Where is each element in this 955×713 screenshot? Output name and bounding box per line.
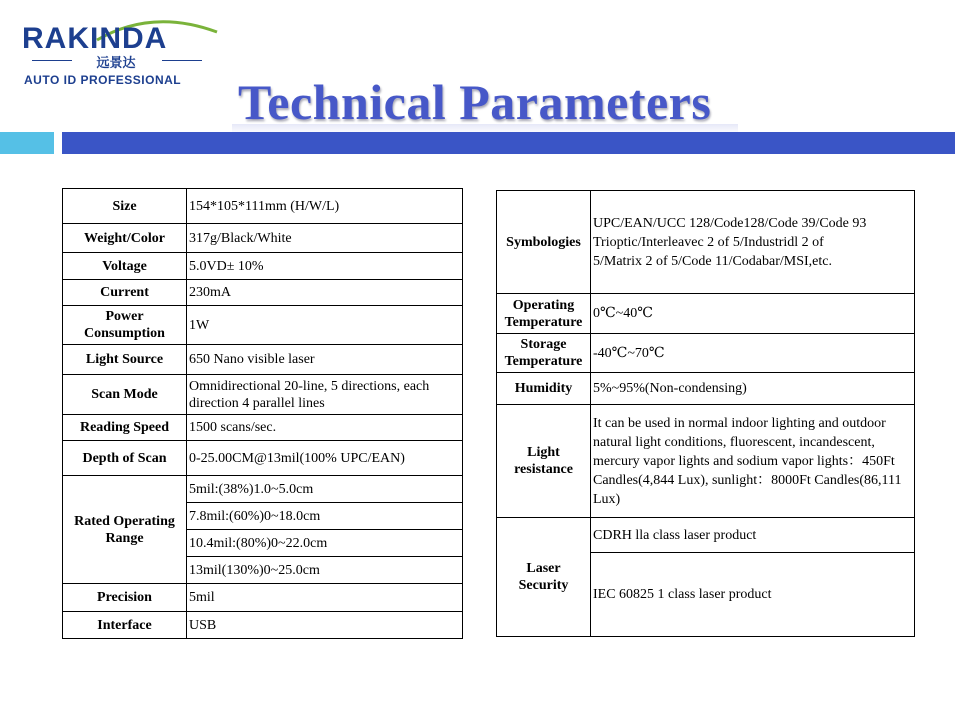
spec-label: Power Consumption [63,306,187,345]
spec-label: Weight/Color [63,224,187,253]
spec-label: Size [63,189,187,224]
spec-label: Depth of Scan [63,441,187,476]
logo-divider-right [162,60,202,61]
spec-table-right [496,190,915,637]
spec-value: Omnidirectional 20-line, 5 directions, each direction 4 parallel lines [187,375,463,415]
spec-value: 5.0VD± 10% [187,253,463,280]
spec-value: -40℃~70℃ [591,334,915,373]
spec-value: 154*105*111mm (H/W/L) [187,189,463,224]
table-row [63,612,463,639]
table-row [497,191,915,294]
rakinda-logo [22,14,222,94]
spec-value: 13mil(130%)0~25.0cm [187,557,463,584]
spec-value: 5%~95%(Non-condensing) [591,373,915,405]
table-row [497,373,915,405]
table-row [497,294,915,334]
spec-value: It can be used in normal indoor lighting and outdoor natural light conditions, fluorescent, incandescent, mercury vapor lights and sodium vapor lights：450Ft Candles(4,844 Lux), sunlight：8000Ft Candles(86,111 Lux) [591,405,915,518]
table-row [63,476,463,503]
table-row [63,280,463,306]
spec-value: 1W [187,306,463,345]
spec-label: Scan Mode [63,375,187,415]
spec-label: Voltage [63,253,187,280]
logo-chinese: 远景达 [96,56,136,71]
page-title: Technical Parameters [238,74,712,130]
spec-value: 0-25.00CM@13mil(100% UPC/EAN) [187,441,463,476]
spec-value: 5mil [187,584,463,612]
spec-label: Symbologies [497,191,591,294]
logo-brand: RAKINDA [22,22,168,55]
spec-value: 230mA [187,280,463,306]
logo-tagline: AUTO ID PROFESSIONAL [24,73,182,87]
spec-label: Laser Security [497,518,591,637]
table-row [63,345,463,375]
table-row [63,375,463,415]
table-row [63,224,463,253]
spec-value: 7.8mil:(60%)0~18.0cm [187,503,463,530]
spec-label: Current [63,280,187,306]
spec-label: Reading Speed [63,415,187,441]
header-bar [62,132,955,154]
spec-label: Precision [63,584,187,612]
table-row [497,334,915,373]
spec-label: Light resistance [497,405,591,518]
table-row [63,253,463,280]
table-row [497,518,915,553]
header-bar-accent [0,132,54,154]
spec-value: 650 Nano visible laser [187,345,463,375]
table-row [63,306,463,345]
table-row [63,415,463,441]
table-row [63,584,463,612]
table-row [497,405,915,518]
spec-value: CDRH lla class laser product [591,518,915,553]
spec-table-left [62,188,463,639]
spec-label: Interface [63,612,187,639]
spec-value: 1500 scans/sec. [187,415,463,441]
spec-label: Rated Operating Range [63,476,187,584]
table-row [63,189,463,224]
spec-value: 317g/Black/White [187,224,463,253]
spec-value: 0℃~40℃ [591,294,915,334]
spec-label: Humidity [497,373,591,405]
spec-value: UPC/EAN/UCC 128/Code128/Code 39/Code 93 Trioptic/Interleavec 2 of 5/Industridl 2 of 5/Matrix 2 of 5/Code 11/Codabar/MSI,etc. [591,191,915,294]
spec-label: Storage Temperature [497,334,591,373]
spec-value: IEC 60825 1 class laser product [591,553,915,637]
spec-value: 10.4mil:(80%)0~22.0cm [187,530,463,557]
spec-value: USB [187,612,463,639]
spec-label: Operating Temperature [497,294,591,334]
table-row [63,441,463,476]
spec-label: Light Source [63,345,187,375]
spec-value: 5mil:(38%)1.0~5.0cm [187,476,463,503]
